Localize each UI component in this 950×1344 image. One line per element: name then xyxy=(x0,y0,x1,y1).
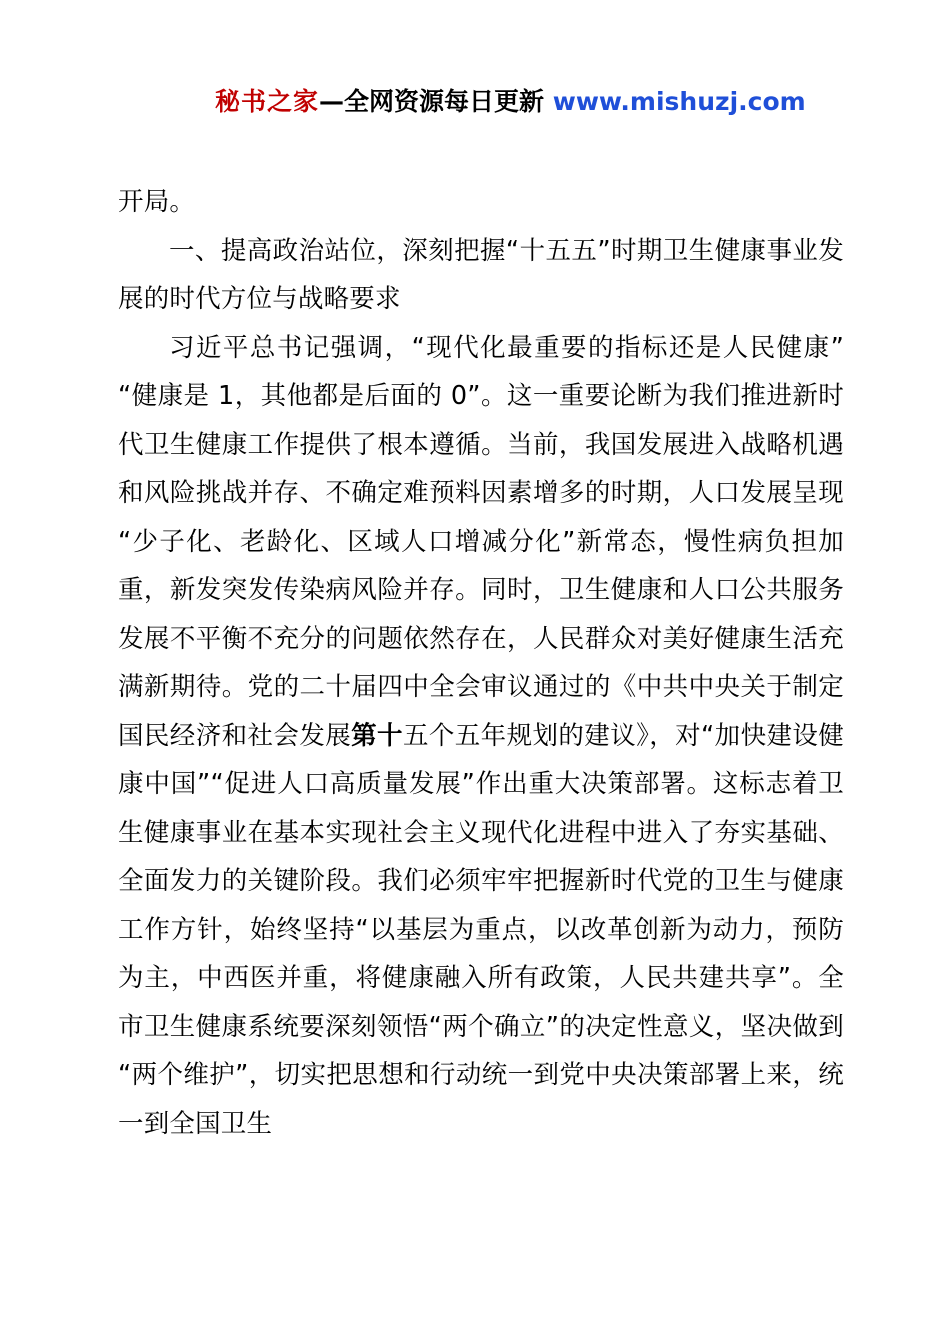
document-body xyxy=(118,178,844,1148)
site-brand-name: 秘书之家 xyxy=(215,87,320,116)
page-header-watermark xyxy=(215,86,806,118)
paragraph-text-part1: 习近平总书记强调，“现代化最重要的指标还是人民健康”“健康是 1，其他都是后面的 0”。这一重要论断为我们推进新时代卫生健康工作提供了根本遵循。当前，我国发展进入战略机遇和风险挑战并存、不确定难预料因素增多的时期，人口发展呈现“少子化、老龄化、区域人口增减分化”新常态，慢性病负担加重，新发突发传染病风险并存。同时，卫生健康和人口公共服务发展不平衡不充分的问题依然存在，人民群众对美好健康生活充满新期待。党的二十届四中全会审议通过的《中共中央关于制定国民经济和社会发展 xyxy=(118,332,844,751)
paragraph-main xyxy=(118,324,844,1149)
paragraph-text-part2: 五个五年规划的建议》，对“加快建设健康中国”“促进人口高质量发展”作出重大决策部署。这标志着卫生健康事业在基本实现社会主义现代化进程中进入了夯实基础、全面发力的关键阶段。我们必须牢牢把握新时代党的卫生与健康工作方针，始终坚持“以基层为重点，以改革创新为动力，预防为主，中西医并重，将健康融入所有政策，人民共建共享”。全市卫生健康系统要深刻领悟“两个确立”的决定性意义，坚决做到“两个维护”，切实把思想和行动统一到党中央决策部署上来，统一到全国卫生 xyxy=(118,720,844,1139)
section-heading-one: 一、提高政治站位，深刻把握“十五五”时期卫生健康事业发展的时代方位与战略要求 xyxy=(118,235,844,314)
site-url-link[interactable]: www.mishuzj.com xyxy=(552,87,806,116)
paragraph-text-bold: 第十 xyxy=(351,720,403,751)
site-tagline: —全网资源每日更新 xyxy=(319,87,553,116)
paragraph-continuation: 开局。 xyxy=(118,187,196,217)
